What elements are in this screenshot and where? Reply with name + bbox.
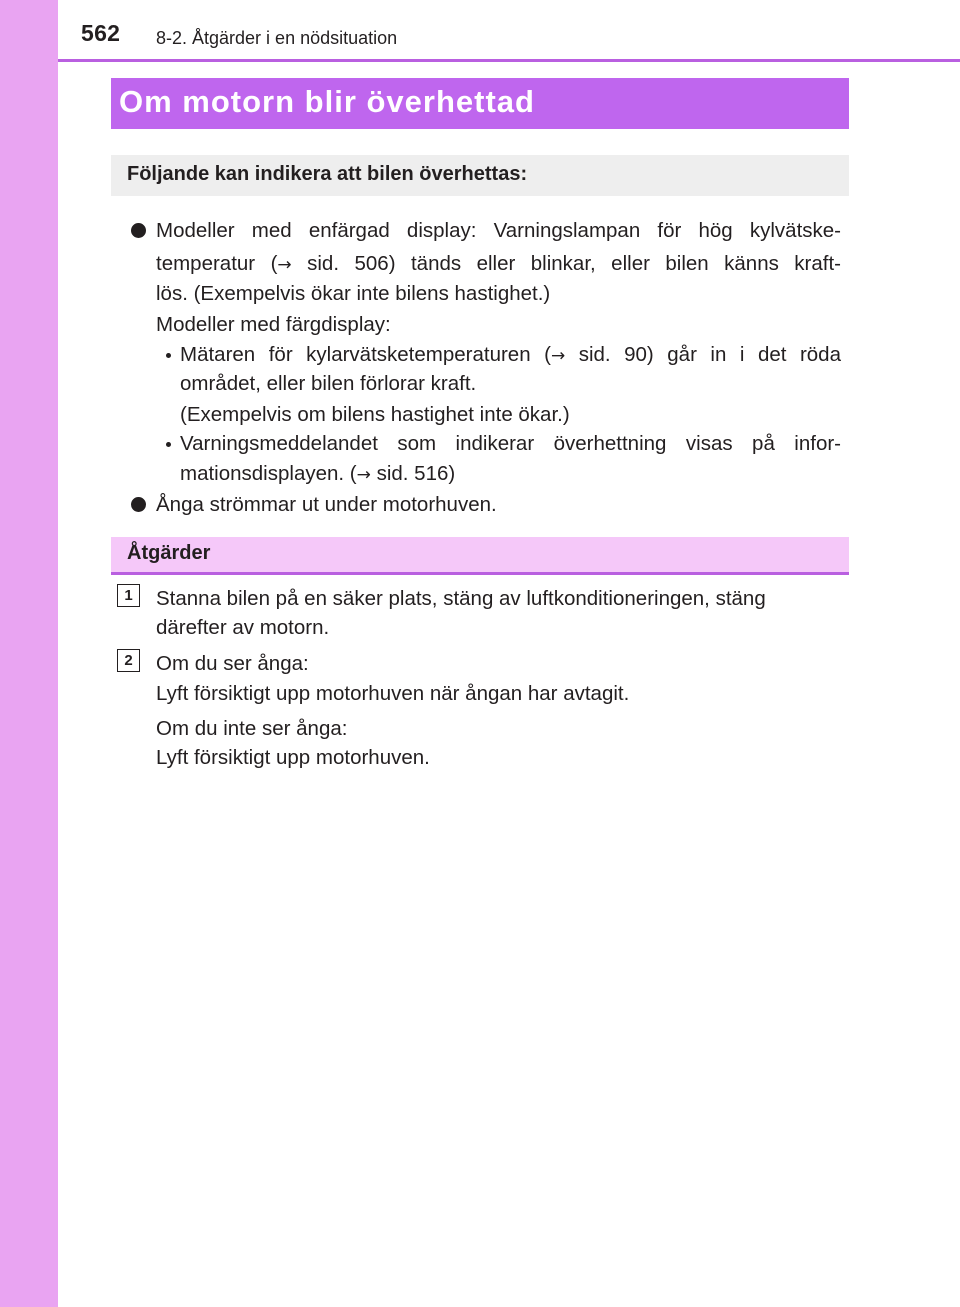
page-title: Om motorn blir överhettad bbox=[119, 84, 535, 119]
actions-heading-box bbox=[111, 537, 849, 575]
sub1-line1-pre: Mätaren för kylarvätsketemperaturen ( bbox=[180, 343, 551, 366]
sub1-line1 bbox=[180, 342, 841, 369]
sub2-line1: Varningsmeddelandet som indikerar överhettning visas på infor- bbox=[180, 432, 841, 455]
bullet2-text: Ånga strömmar ut under motorhuven. bbox=[156, 493, 497, 516]
bullet1-line3: lös. (Exempelvis ökar inte bilens hastighet.) bbox=[156, 282, 551, 305]
sub2-line2 bbox=[180, 461, 455, 488]
sub-bullet-dot-icon bbox=[166, 442, 171, 447]
step-2-number: 2 bbox=[117, 649, 140, 672]
bullet1-line2-pre: temperatur ( bbox=[156, 252, 278, 275]
indicators-heading-box bbox=[111, 155, 849, 196]
page-number: 562 bbox=[81, 20, 121, 46]
step2-line2: Lyft försiktigt upp motorhuven när ångan har avtagit. bbox=[156, 682, 630, 705]
arrow-right-icon: → bbox=[550, 346, 566, 366]
sub1-line1-post: sid. 90) går in i det röda bbox=[565, 343, 841, 366]
sub2-line2-pre: mationsdisplayen. ( bbox=[180, 462, 357, 485]
indicators-heading: Följande kan indikera att bilen överhettas: bbox=[127, 163, 528, 185]
bullet1-line2-post: sid. 506) tänds eller blinkar, eller bilen känns kraft- bbox=[291, 252, 842, 275]
step2-line4: Lyft försiktigt upp motorhuven. bbox=[156, 746, 430, 769]
sub1-line3: (Exempelvis om bilens hastighet inte ökar.) bbox=[180, 403, 570, 426]
actions-heading: Åtgärder bbox=[127, 542, 211, 564]
step-1-number: 1 bbox=[117, 584, 140, 607]
sub1-line2: området, eller bilen förlorar kraft. bbox=[180, 372, 477, 395]
section-breadcrumb: 8-2. Åtgärder i en nödsituation bbox=[156, 28, 398, 48]
step1-line1: Stanna bilen på en säker plats, stäng av luftkonditioneringen, stäng bbox=[156, 587, 766, 610]
step2-line3: Om du inte ser ånga: bbox=[156, 717, 348, 740]
bullet1-line2 bbox=[156, 251, 841, 278]
bullet1-line4: Modeller med färgdisplay: bbox=[156, 313, 391, 336]
header-divider bbox=[58, 59, 960, 62]
page-title-banner bbox=[111, 78, 849, 129]
sub2-line2-post: sid. 516) bbox=[370, 462, 456, 485]
bullet-dot-icon bbox=[131, 223, 146, 238]
bullet-dot-icon bbox=[131, 497, 146, 512]
arrow-right-icon: → bbox=[356, 465, 371, 485]
side-tab-bar bbox=[0, 0, 58, 1307]
step2-line1: Om du ser ånga: bbox=[156, 652, 309, 675]
arrow-right-icon: → bbox=[277, 255, 292, 275]
step1-line2: därefter av motorn. bbox=[156, 616, 330, 639]
bullet1-line1: Modeller med enfärgad display: Varningslampan för hög kylvätske- bbox=[156, 219, 841, 242]
sub-bullet-dot-icon bbox=[166, 353, 171, 358]
